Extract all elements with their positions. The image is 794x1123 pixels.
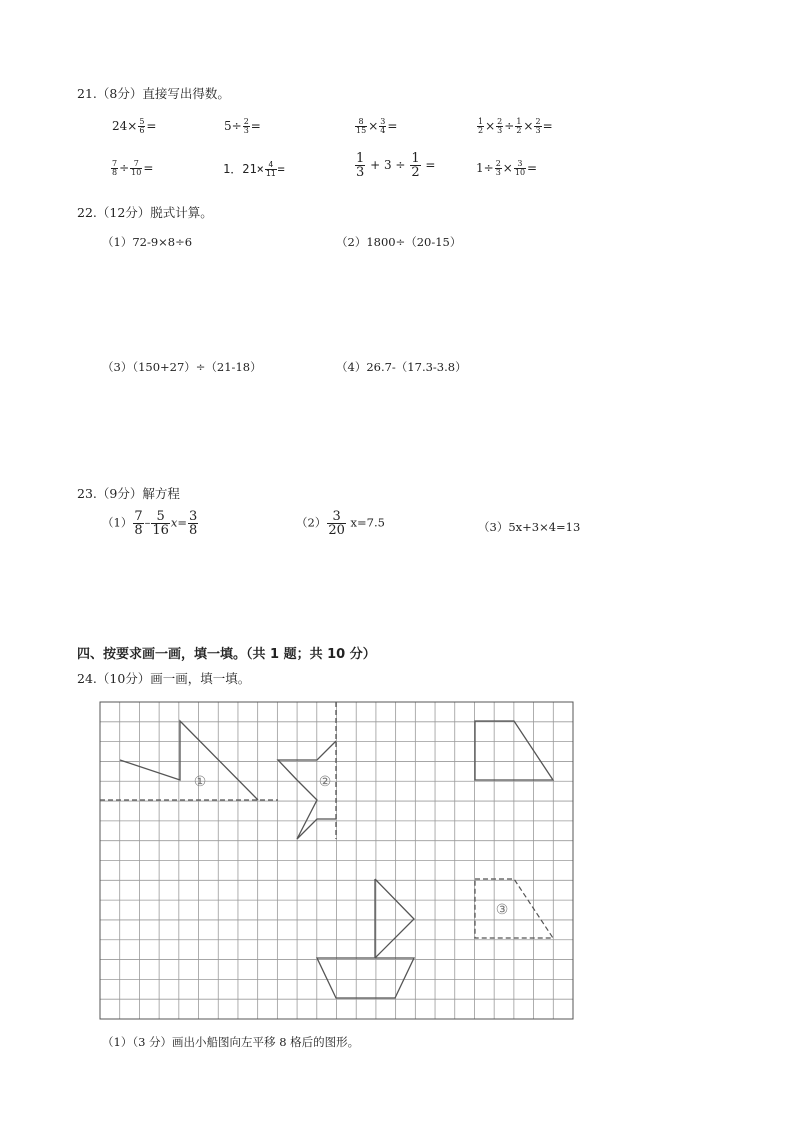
q21-r1-item3: $\frac{8}{15}$ × $\frac{3}{4}$ = [356, 117, 398, 135]
q23-eq3: （3）5x+3×4=13 [478, 520, 581, 534]
q23-eq2: （2） $\frac{3}{20}$ x=7.5 [296, 509, 385, 538]
q21-r2-item3: $\frac{1}{3}$ + 3 ÷ $\frac{1}{2}$ = [356, 151, 436, 180]
q22-item3: （3）（150+27）÷（21-18） [102, 360, 262, 374]
q24-header: 24.（10分）画一画，填一填。 [77, 671, 251, 686]
figure-label-3: ③ [495, 902, 509, 918]
flag-shape-figure [100, 721, 278, 800]
grid-lines [100, 702, 573, 1019]
q22-item1: （1）72-9×8÷6 [102, 235, 193, 249]
half-star-figure [278, 702, 336, 839]
q23-header: 23.（9分）解方程 [77, 486, 180, 501]
q22-header: 22.（12分）脱式计算。 [77, 205, 213, 220]
q21-r2-item4: 1÷ $\frac{2}{3}$ × $\frac{3}{10}$ = [476, 159, 538, 177]
q22-item4: （4）26.7-（17.3-3.8） [336, 360, 467, 374]
q22-item2: （2）1800÷（20-15） [336, 235, 462, 249]
q21-r1-item4: $\frac{1}{2}$ × $\frac{2}{3}$ ÷ $\frac{1}{2}$ × $\frac{2}{3}$ = [478, 117, 553, 135]
boat-figure [317, 879, 414, 998]
q24-sub1: （1）（3 分）画出小船图向左平移 8 格后的图形。 [102, 1035, 360, 1049]
figure-label-2: ② [318, 774, 332, 790]
q21-r1-item1: 24× $\frac{5}{6}$ = [112, 117, 157, 135]
q21-r2-item1: $\frac{7}{8}$ ÷ $\frac{7}{10}$ = [112, 159, 154, 177]
q21-r1-item2: 5÷ $\frac{2}{3}$ = [224, 117, 261, 135]
q21-r2-item2: 1．21× $\frac{4}{11}$ = [223, 160, 285, 178]
figure-label-1: ① [193, 774, 207, 790]
q21-header: 21.（8分）直接写出得数。 [77, 86, 230, 101]
section4-title: 四、按要求画一画，填一填。（共 1 题；共 10 分） [77, 647, 376, 662]
q23-eq1: （1） $\frac{7}{8}$ – $\frac{5}{16}$ x= $\frac{3}{8}$ [102, 509, 198, 538]
